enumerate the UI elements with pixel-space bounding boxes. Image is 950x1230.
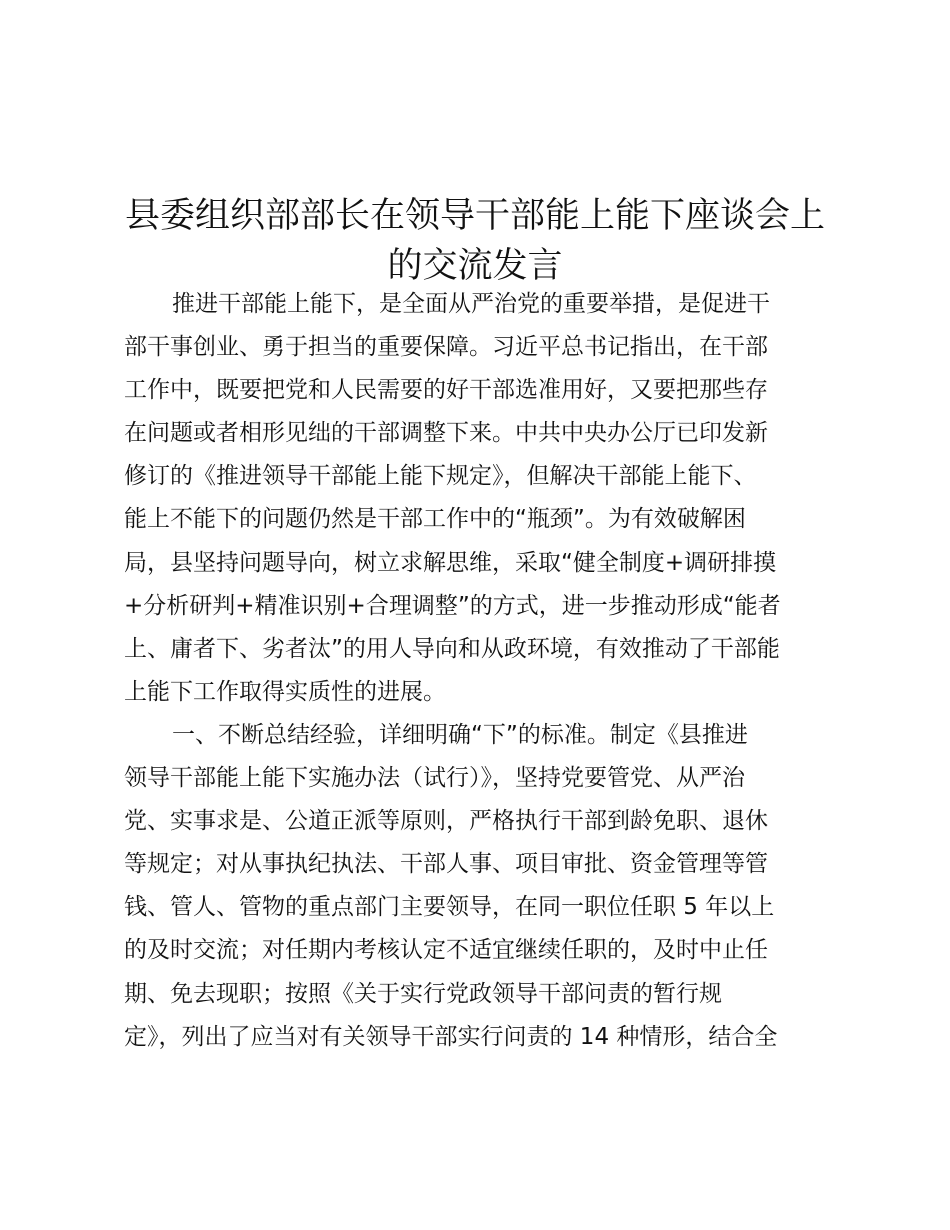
paragraph-line: 推进干部能上能下，是全面从严治党的重要举措，是促进干	[172, 291, 770, 317]
paragraph-line: 能上不能下的问题仍然是干部工作中的“瓶颈”。为有效破解困	[124, 506, 746, 533]
paragraph-line: 一、不断总结经验，详细明确“下”的标准。制定《县推进	[172, 721, 748, 748]
paragraph-line: 领导干部能上能下实施办法（试行）》，坚持党要管党、从严治	[124, 765, 745, 792]
paragraph-line: 定》，列出了应当对有关领导干部实行问责的 14 种情形，结合全	[124, 1023, 778, 1050]
paragraph-line: 党、实事求是、公道正派等原则，严格执行干部到龄免职、退休	[124, 808, 768, 835]
paragraph-line: 上、庸者下、劣者汰”的用人导向和从政环境，有效推动了干部能	[124, 635, 780, 662]
paragraph-line: +分析研判+精准识别+合理调整”的方式，进一步推动形成“能者	[124, 592, 781, 619]
title-line: 县委组织部部长在领导干部能上能下座谈会上	[124, 196, 825, 237]
paragraph-line: 上能下工作取得实质性的进展。	[124, 678, 446, 705]
paragraph-line: 局，县坚持问题导向，树立求解思维，采取“健全制度+调研排摸	[124, 549, 777, 576]
paragraph-line: 的及时交流；对任期内考核认定不适宜继续任职的，及时中止任	[124, 937, 768, 964]
paragraph-line: 在问题或者相形见绌的干部调整下来。中共中央办公厅已印发新	[124, 420, 768, 447]
paragraph-line: 部干事创业、勇于担当的重要保障。习近平总书记指出，在干部	[124, 334, 768, 361]
paragraph-line: 修订的《推进领导干部能上能下规定》，但解决干部能上能下、	[124, 463, 757, 490]
paragraph-line: 期、免去现职；按照《关于实行党政领导干部问责的暂行规	[124, 980, 722, 1007]
paragraph-line: 等规定；对从事执纪执法、干部人事、项目审批、资金管理等管	[124, 851, 768, 878]
paragraph-line: 钱、管人、管物的重点部门主要领导，在同一职位任职 5 年以上	[124, 894, 775, 921]
document-body	[124, 283, 836, 1059]
document-title	[110, 191, 840, 291]
paragraph-line: 工作中，既要把党和人民需要的好干部选准用好，又要把那些存	[124, 377, 768, 404]
title-line: 的交流发言	[387, 246, 563, 287]
